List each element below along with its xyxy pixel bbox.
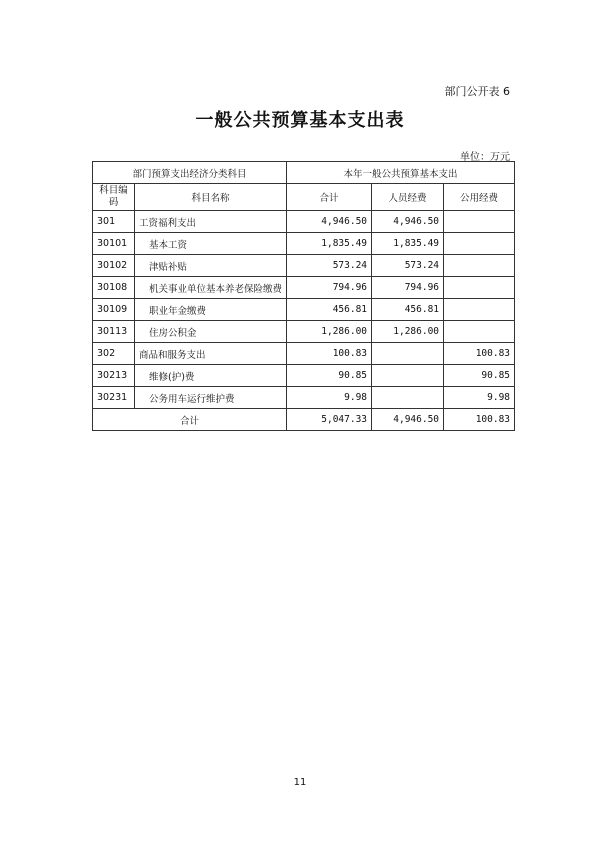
table-row	[93, 255, 515, 277]
row-personnel	[372, 365, 444, 387]
row-code: 302	[93, 343, 135, 365]
row-code: 30213	[93, 365, 135, 387]
row-total: 9.98	[287, 387, 372, 409]
row-public: 9.98	[444, 387, 515, 409]
row-name: 津贴补贴	[135, 255, 287, 277]
column-header-public: 公用经费	[444, 184, 515, 211]
table-row	[93, 277, 515, 299]
unit-label: 单位：万元	[460, 152, 510, 163]
total-personnel: 4,946.50	[372, 409, 444, 431]
row-personnel: 1,835.49	[372, 233, 444, 255]
row-personnel: 794.96	[372, 277, 444, 299]
row-public	[444, 233, 515, 255]
row-total: 794.96	[287, 277, 372, 299]
total-public: 100.83	[444, 409, 515, 431]
group-header-right: 本年一般公共预算基本支出	[287, 162, 515, 184]
row-name: 维修(护)费	[135, 365, 287, 387]
group-header-left: 部门预算支出经济分类科目	[93, 162, 287, 184]
row-public	[444, 211, 515, 233]
row-public: 100.83	[444, 343, 515, 365]
row-public	[444, 277, 515, 299]
row-code: 30108	[93, 277, 135, 299]
page-title: 一般公共预算基本支出表	[195, 110, 405, 131]
total-label: 合计	[93, 409, 287, 431]
table-row	[93, 387, 515, 409]
row-name: 工资福利支出	[135, 211, 287, 233]
row-name: 基本工资	[135, 233, 287, 255]
row-name: 商品和服务支出	[135, 343, 287, 365]
table-row	[93, 233, 515, 255]
row-code: 30113	[93, 321, 135, 343]
row-code: 30109	[93, 299, 135, 321]
row-name: 住房公积金	[135, 321, 287, 343]
page-number: 11	[293, 777, 307, 788]
table-row	[93, 365, 515, 387]
row-code: 301	[93, 211, 135, 233]
row-public	[444, 321, 515, 343]
row-total: 573.24	[287, 255, 372, 277]
row-name: 职业年金缴费	[135, 299, 287, 321]
table-row	[93, 299, 515, 321]
table-tag: 部门公开表 6	[444, 85, 510, 98]
total-row	[93, 409, 515, 431]
budget-table	[92, 161, 515, 431]
row-total: 100.83	[287, 343, 372, 365]
table-row	[93, 321, 515, 343]
row-public	[444, 255, 515, 277]
row-personnel: 573.24	[372, 255, 444, 277]
row-total: 90.85	[287, 365, 372, 387]
row-total: 456.81	[287, 299, 372, 321]
row-personnel	[372, 387, 444, 409]
column-header-code: 科目编码	[93, 184, 135, 211]
row-code: 30231	[93, 387, 135, 409]
row-total: 1,835.49	[287, 233, 372, 255]
row-public: 90.85	[444, 365, 515, 387]
row-code: 30102	[93, 255, 135, 277]
row-name: 公务用车运行维护费	[135, 387, 287, 409]
row-public	[444, 299, 515, 321]
row-code: 30101	[93, 233, 135, 255]
table-row	[93, 343, 515, 365]
row-personnel	[372, 343, 444, 365]
row-personnel: 456.81	[372, 299, 444, 321]
column-header-name: 科目名称	[135, 184, 287, 211]
row-name: 机关事业单位基本养老保险缴费	[135, 277, 287, 299]
column-header-personnel: 人员经费	[372, 184, 444, 211]
column-header-total: 合计	[287, 184, 372, 211]
row-personnel: 4,946.50	[372, 211, 444, 233]
row-total: 4,946.50	[287, 211, 372, 233]
row-total: 1,286.00	[287, 321, 372, 343]
row-personnel: 1,286.00	[372, 321, 444, 343]
total-total: 5,047.33	[287, 409, 372, 431]
table-row	[93, 211, 515, 233]
